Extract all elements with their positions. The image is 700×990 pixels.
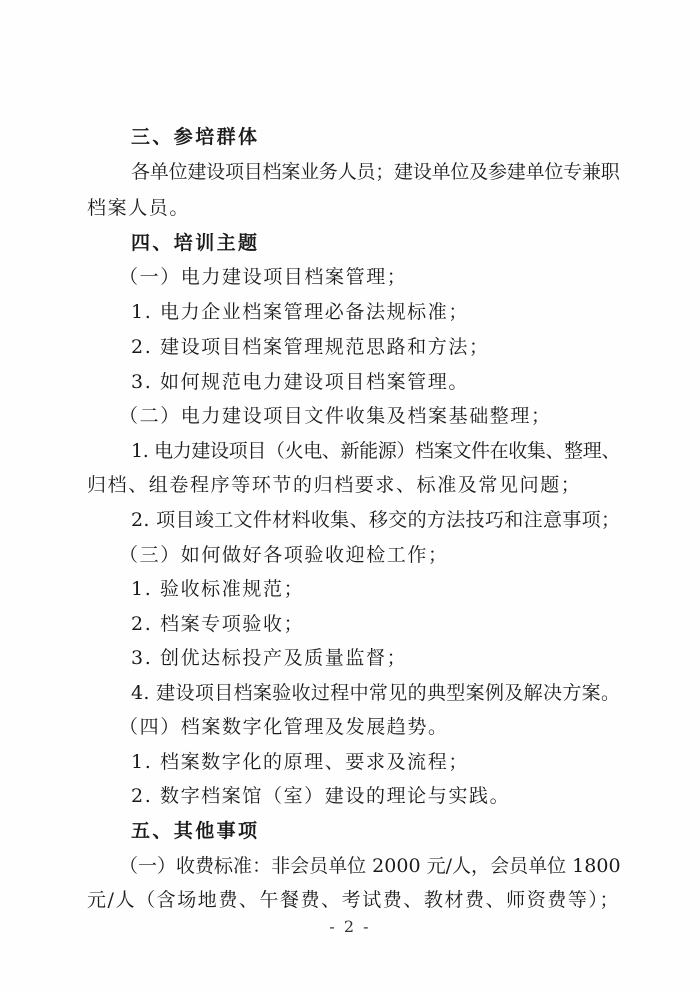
list-item: 1. 验收标准规范； — [131, 578, 305, 600]
list-item: 1. 电力企业档案管理必备法规标准； — [131, 301, 469, 323]
list-item: 2. 档案专项验收； — [131, 613, 305, 635]
subsection-heading: （四）档案数字化管理及发展趋势。 — [119, 716, 449, 738]
list-item: 2. 数字档案馆（室）建设的理论与实践。 — [131, 785, 511, 807]
paragraph-line: （一）收费标准：非会员单位 2000 元/人，会员单位 1800 — [119, 855, 621, 877]
list-item: 1. 电力建设项目（火电、新能源）档案文件在收集、整理、 — [131, 440, 621, 462]
section-heading-4: 四、培训主题 — [131, 232, 260, 254]
list-item-continuation: 归档、组卷程序等环节的归档要求、标准及常见问题； — [87, 474, 582, 496]
list-item: 1. 档案数字化的原理、要求及流程； — [131, 751, 469, 773]
subsection-heading: （三）如何做好各项验收迎检工作； — [119, 544, 449, 566]
list-item: 4. 建设项目档案验收过程中常见的典型案例及解决方案。 — [131, 682, 621, 704]
section-heading-5: 五、其他事项 — [131, 820, 260, 842]
paragraph-line: 档案人员。 — [87, 197, 191, 219]
list-item: 3. 创优达标投产及质量监督； — [131, 647, 408, 669]
subsection-heading: （二）电力建设项目文件收集及档案基础整理； — [119, 405, 552, 427]
page-number: - 2 - — [329, 917, 371, 936]
section-heading-3: 三、参培群体 — [131, 126, 260, 148]
list-item: 2. 项目竣工文件材料收集、移交的方法技巧和注意事项； — [131, 509, 621, 531]
list-item: 3. 如何规范电力建设项目档案管理。 — [131, 371, 469, 393]
subsection-heading: （一）电力建设项目档案管理； — [119, 266, 408, 288]
paragraph-line: 各单位建设项目档案业务人员；建设单位及参建单位专兼职 — [131, 161, 620, 183]
list-item: 2. 建设项目档案管理规范思路和方法； — [131, 336, 490, 358]
paragraph-line: 元/人（含场地费、午餐费、考试费、教材费、师资费等）； — [87, 889, 621, 911]
